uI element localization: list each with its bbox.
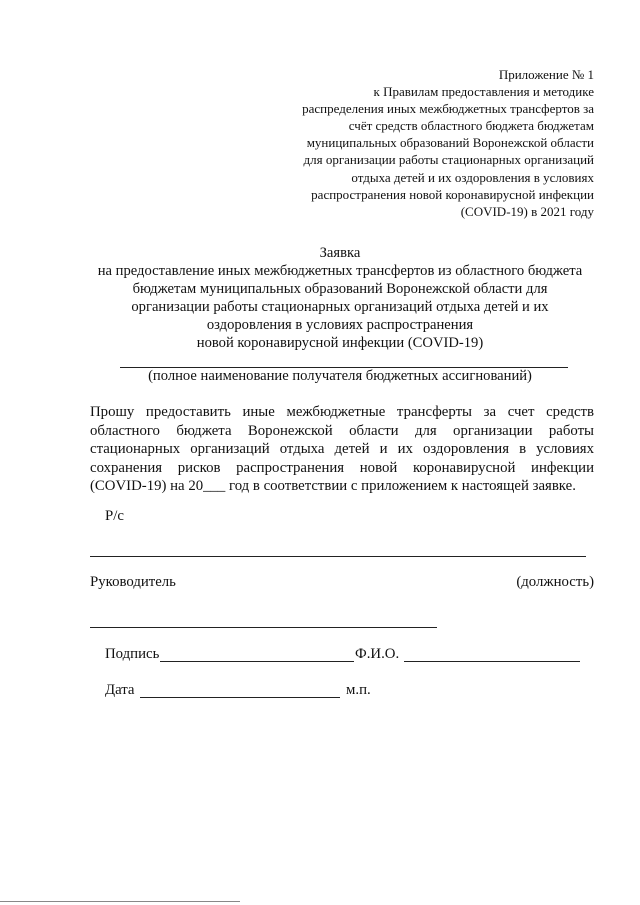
- account-line: [90, 556, 586, 557]
- annex-line: отдыха детей и их оздоровления в условиях: [351, 169, 594, 185]
- annex-line: муниципальных образований Воронежской области: [306, 135, 594, 151]
- head-label: Руководитель: [90, 574, 176, 590]
- fio-label: Ф.И.О.: [355, 646, 400, 662]
- annex-line: (COVID-19) в 2021 году: [460, 203, 594, 219]
- request-paragraph: [90, 403, 594, 496]
- annex-line: Приложение № 1: [498, 67, 594, 82]
- signature-line: [160, 661, 354, 662]
- annex-line: распространения новой коронавирусной инфекции: [311, 186, 594, 202]
- paragraph-line: областного бюджета Воронежской области для организации работы: [90, 422, 594, 439]
- annex-line: счёт средств областного бюджета бюджетам: [348, 118, 594, 134]
- title-line: на предоставление иных межбюджетных трансфертов из областного бюджета: [97, 263, 583, 279]
- title-line: Заявка: [319, 245, 361, 261]
- stamp-label: м.п.: [346, 682, 371, 698]
- annex-line: к Правилам предоставления и методике: [373, 84, 594, 100]
- recipient-caption: (полное наименование получателя бюджетных ассигнований): [148, 368, 532, 384]
- paragraph-line: Прошу предоставить иные межбюджетные трансферты за счет средств: [90, 404, 594, 420]
- annex-line: для организации работы стационарных организаций: [303, 152, 594, 168]
- document-title: [80, 244, 600, 352]
- account-label: Р/с: [105, 508, 124, 524]
- paragraph-line: (COVID-19) на 20___ год в соответствии с приложением к настоящей заявке.: [90, 478, 576, 495]
- fio-line: [404, 661, 580, 662]
- position-label: (должность): [516, 574, 594, 590]
- paragraph-line: стационарных организаций отдыха детей и их оздоровления в условиях: [90, 441, 594, 458]
- title-line: оздоровления в условиях распространения: [206, 317, 474, 333]
- paragraph-line: сохранения рисков распространения новой коронавирусной инфекции: [90, 459, 594, 476]
- date-label: Дата: [105, 682, 135, 698]
- head-name-line: [90, 627, 437, 628]
- title-line: бюджетам муниципальных образований Воронежской области для: [132, 281, 548, 297]
- signature-label: Подпись: [105, 646, 160, 662]
- title-line: организации работы стационарных организаций отдыха детей и их: [131, 299, 549, 315]
- annex-header: [250, 66, 594, 220]
- title-line: новой коронавирусной инфекции (COVID-19): [196, 335, 484, 351]
- page-edge-divider: [0, 901, 240, 902]
- annex-line: распределения иных межбюджетных трансфертов за: [302, 101, 594, 117]
- date-line: [140, 697, 340, 698]
